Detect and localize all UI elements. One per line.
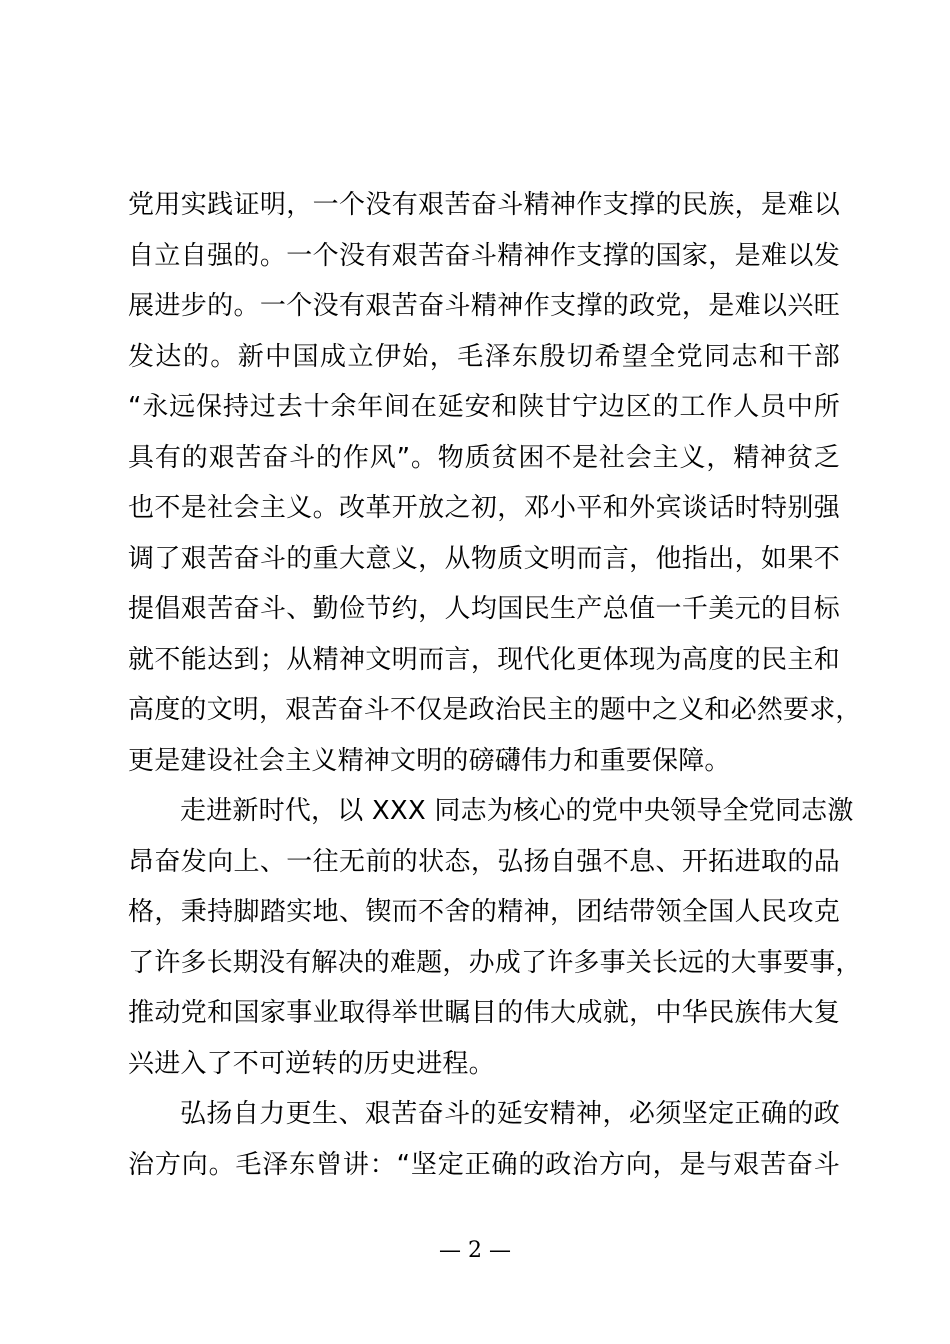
- text-line: 了许多长期没有解决的难题，办成了许多事关长远的大事要事，: [128, 947, 862, 978]
- page-number: — 2 —: [439, 1238, 511, 1263]
- text-line: 高度的文明，艰苦奋斗不仅是政治民主的题中之义和必然要求，: [128, 695, 862, 725]
- text-line: 具有的艰苦奋斗的作风”。物质贫困不是社会主义，精神贫乏: [128, 442, 840, 473]
- document-body: [128, 180, 862, 1190]
- paragraph-2: [128, 786, 862, 1089]
- text-line: 调了艰苦奋斗的重大意义，从物质文明而言，他指出，如果不: [128, 543, 840, 574]
- text-line: 也不是社会主义。改革开放之初，邓小平和外宾谈话时特别强: [128, 493, 840, 523]
- text-line: 自立自强的。一个没有艰苦奋斗精神作支撑的国家，是难以发: [128, 240, 840, 271]
- text-line: 格，秉持脚踏实地、锲而不舍的精神，团结带领全国人民攻克: [128, 897, 840, 927]
- text-line: “永远保持过去十余年间在延安和陕甘宁边区的工作人员中所: [128, 392, 840, 422]
- text-line: 展进步的。一个没有艰苦奋斗精神作支撑的政党，是难以兴旺: [128, 291, 840, 321]
- text-line: 走进新时代，以 XXX 同志为核心的党中央领导全党同志激: [180, 796, 854, 826]
- text-line: 兴进入了不可逆转的历史进程。: [128, 1048, 495, 1079]
- text-line: 就不能达到；从精神文明而言，现代化更体现为高度的民主和: [128, 644, 840, 675]
- text-line: 推动党和国家事业取得举世瞩目的伟大成就，中华民族伟大复: [128, 998, 840, 1028]
- text-line: 治方向。毛泽东曾讲：“坚定正确的政治方向，是与艰苦奋斗: [128, 1149, 840, 1180]
- text-line: 提倡艰苦奋斗、勤俭节约，人均国民生产总值一千美元的目标: [128, 594, 840, 624]
- text-line: 昂奋发向上、一往无前的状态，弘扬自强不息、开拓进取的品: [128, 846, 840, 877]
- text-line: 更是建设社会主义精神文明的磅礴伟力和重要保障。: [128, 745, 731, 776]
- paragraph-3: [128, 1089, 840, 1190]
- text-line: 发达的。新中国成立伊始，毛泽东殷切希望全党同志和干部: [128, 341, 840, 372]
- text-line: 弘扬自力更生、艰苦奋斗的延安精神，必须坚定正确的政: [180, 1099, 840, 1129]
- paragraph-1: [128, 180, 862, 786]
- text-line: 党用实践证明，一个没有艰苦奋斗精神作支撑的民族，是难以: [128, 190, 840, 220]
